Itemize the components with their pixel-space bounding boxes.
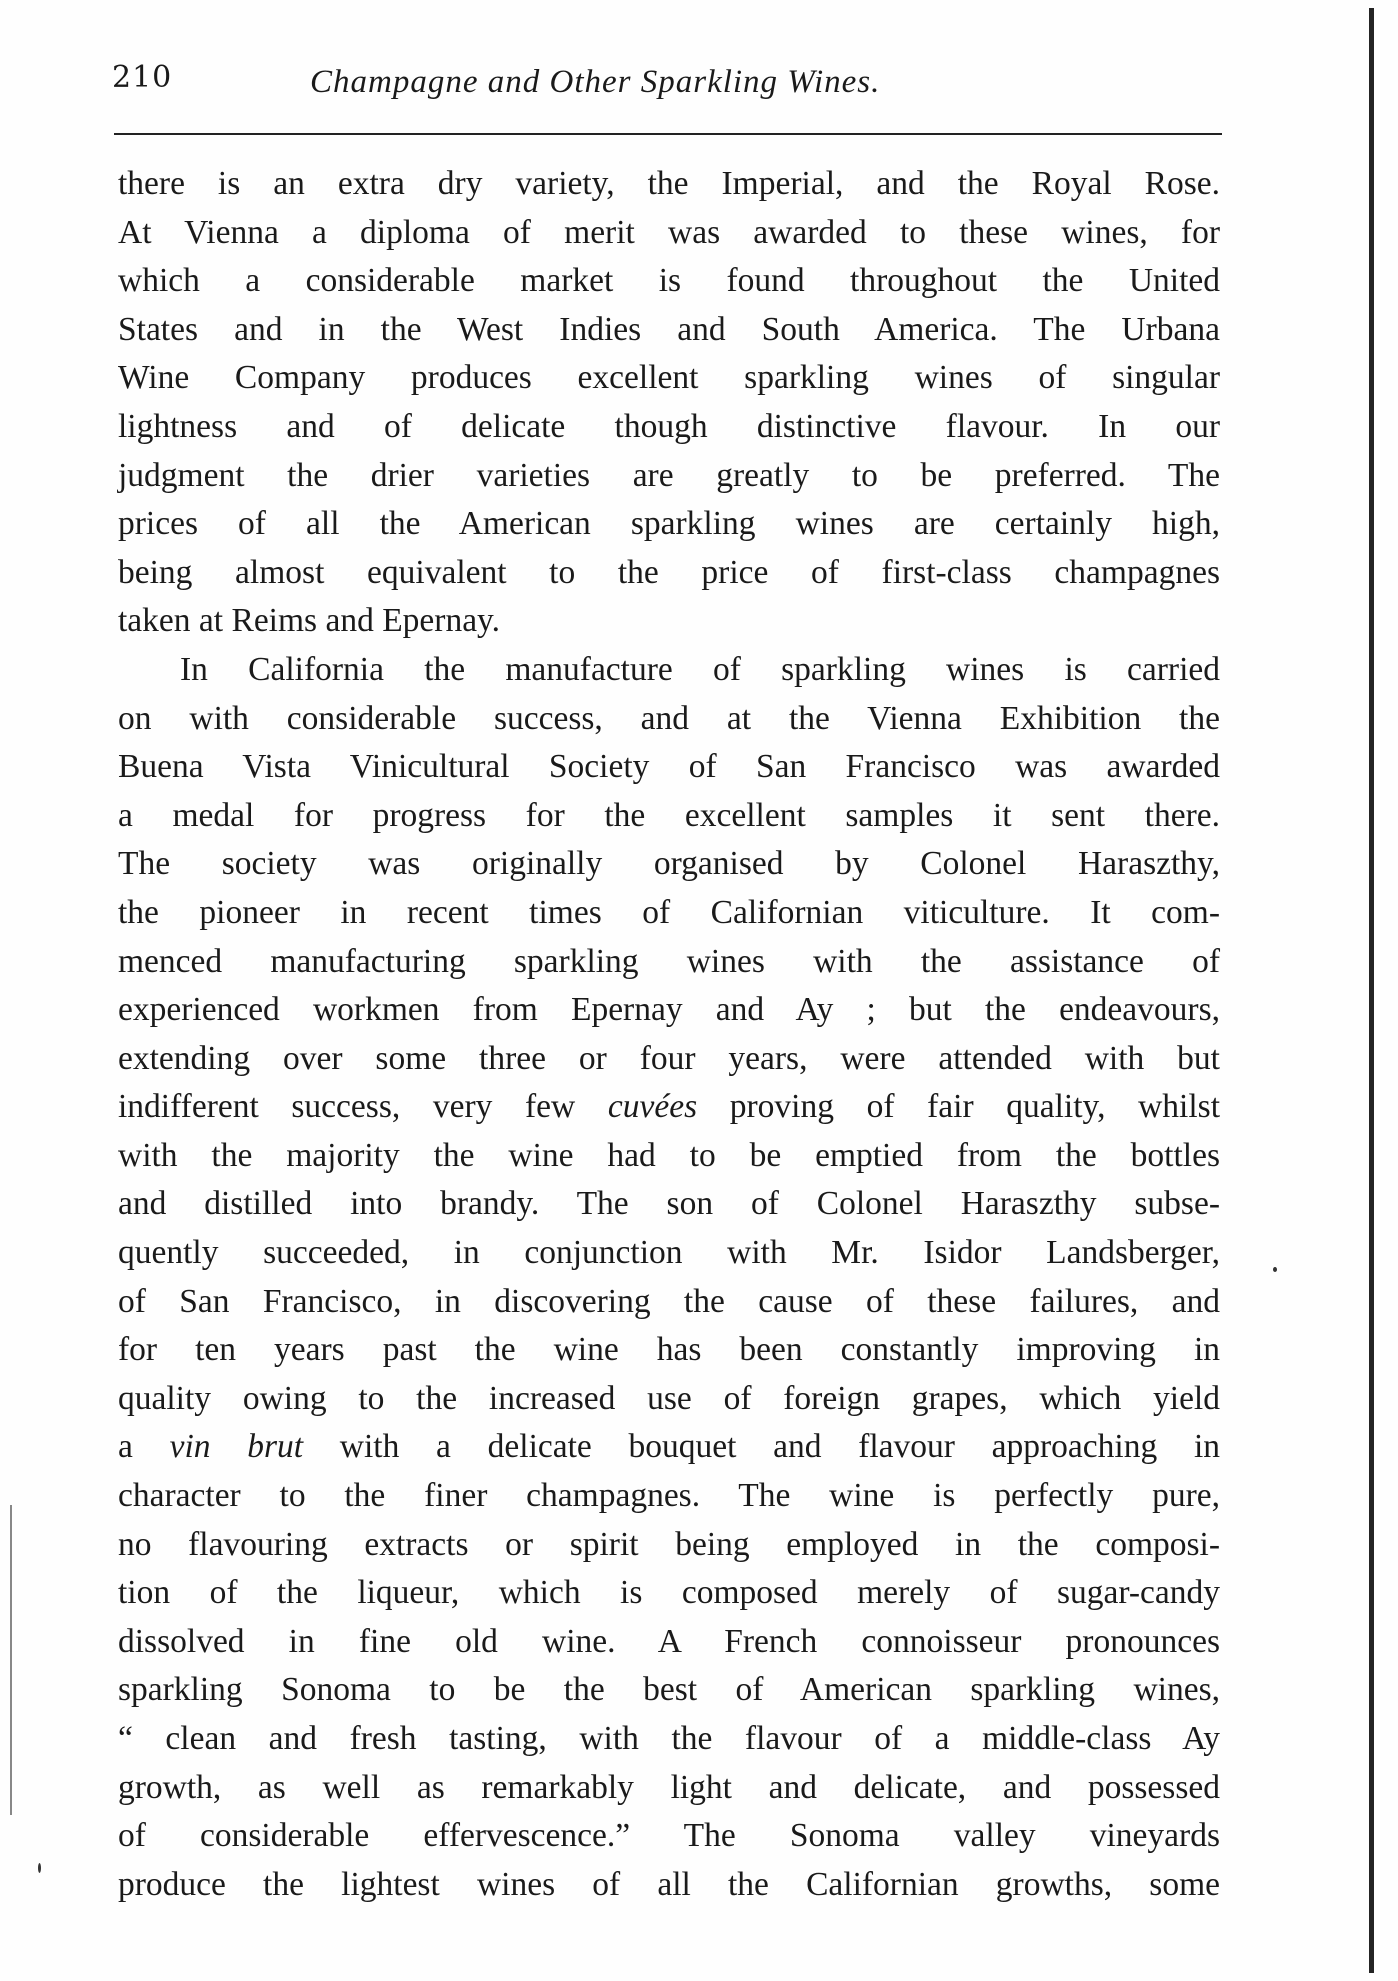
text-run: quality owing to the increased use of foreign grapes, which yield: [118, 1379, 1220, 1417]
text-run: growth, as well as remarkably light and delicate, and possessed: [118, 1768, 1220, 1806]
text-run: judgment the drier varieties are greatly to be preferred. The: [118, 456, 1220, 494]
text-line: [118, 1472, 1220, 1521]
text-line: [118, 1180, 1220, 1229]
text-run: a: [118, 1428, 170, 1466]
text-line: [118, 1375, 1220, 1424]
text-run: In California the manufacture of sparkling wines is carried: [180, 650, 1220, 688]
text-line: [118, 549, 1220, 598]
text-line: [118, 597, 1220, 646]
text-line: [118, 986, 1220, 1035]
text-run: being almost equivalent to the price of first-class champagnes: [118, 553, 1220, 591]
text-run: there is an extra dry variety, the Imperial, and the Royal Rose.: [118, 165, 1220, 202]
text-run: States and in the West Indies and South America. The Urbana: [118, 310, 1220, 348]
text-line: [118, 1618, 1220, 1667]
text-run: Buena Vista Vinicultural Society of San Francisco was awarded: [118, 748, 1220, 786]
text-line: [118, 695, 1220, 744]
text-run: taken at Reims and Epernay.: [118, 602, 501, 640]
text-line: [118, 1861, 1220, 1910]
text-run: dissolved in fine old wine. A French connoisseur pronounces: [118, 1622, 1220, 1660]
text-line: [118, 792, 1220, 841]
text-line: [118, 938, 1220, 987]
page-number: 210: [112, 60, 173, 95]
text-run: sparkling Sonoma to be the best of American sparkling wines,: [118, 1671, 1220, 1709]
text-line: [118, 354, 1220, 403]
header-rule: [114, 133, 1222, 135]
text-line: [118, 452, 1220, 501]
text-run: with the majority the wine had to be emptied from the bottles: [118, 1136, 1220, 1174]
text-line: [118, 1812, 1220, 1861]
text-line: [118, 1326, 1220, 1375]
text-run: no flavouring extracts or spirit being employed in the composi-: [118, 1525, 1220, 1563]
text-run: extending over some three or four years, were attended with but: [118, 1039, 1220, 1077]
text-line: [118, 889, 1220, 938]
text-run: and distilled into brandy. The son of Colonel Haraszthy subse-: [118, 1185, 1220, 1223]
text-line: [118, 1764, 1220, 1813]
text-run: experienced workmen from Epernay and Ay ; but the endeavours,: [118, 991, 1220, 1029]
text-run: for ten years past the wine has been constantly improving in: [118, 1331, 1220, 1369]
scan-edge-right: [1369, 8, 1374, 1973]
text-run: quently succeeded, in conjunction with Mr. Isidor Landsberger,: [118, 1234, 1220, 1272]
text-line: [118, 1715, 1220, 1764]
text-line: [118, 1666, 1220, 1715]
text-line: [118, 500, 1220, 549]
text-line: [118, 1521, 1220, 1570]
text-run: The society was originally organised by Colonel Haraszthy,: [118, 845, 1220, 883]
scan-edge-left: [10, 1505, 12, 1815]
text-line: [118, 257, 1220, 306]
text-run: of considerable effervescence.” The Sonoma valley vineyards: [118, 1817, 1220, 1855]
text-line: [118, 646, 1220, 695]
text-run: on with considerable success, and at the Vienna Exhibition the: [118, 699, 1220, 737]
text-run: of San Francisco, in discovering the cause of these failures, and: [118, 1282, 1220, 1320]
text-run: a medal for progress for the excellent samples it sent there.: [118, 796, 1220, 834]
text-line: [118, 840, 1220, 889]
text-run: Wine Company produces excellent sparkling wines of singular: [118, 359, 1220, 397]
text-run: produce the lightest wines of all the Californian growths, some: [118, 1865, 1220, 1903]
text-run: character to the finer champagnes. The wine is perfectly pure,: [118, 1477, 1220, 1515]
text-line: [118, 160, 1220, 209]
text-run: with a delicate bouquet and flavour approaching in: [303, 1428, 1220, 1466]
scan-speck: [1273, 1267, 1277, 1272]
text-line: [118, 743, 1220, 792]
text-line: [118, 1132, 1220, 1181]
text-run: which a considerable market is found throughout the United: [118, 262, 1220, 300]
text-line: [118, 1423, 1220, 1472]
body-text: [118, 160, 1220, 1909]
running-title: Champagne and Other Sparkling Wines.: [310, 64, 881, 100]
text-run: tion of the liqueur, which is composed merely of sugar-candy: [118, 1574, 1220, 1612]
italic-phrase: cuvées: [607, 1088, 698, 1126]
text-run: prices of all the American sparkling wines are certainly high,: [118, 505, 1220, 543]
scan-speck: [38, 1863, 41, 1873]
text-run: “ clean and fresh tasting, with the flavour of a middle-class Ay: [118, 1720, 1220, 1757]
text-line: [118, 1083, 1220, 1132]
text-line: [118, 403, 1220, 452]
text-run: At Vienna a diploma of merit was awarded to these wines, for: [118, 213, 1220, 251]
text-line: [118, 1278, 1220, 1327]
text-line: [118, 306, 1220, 355]
page-header: [112, 56, 1224, 116]
text-line: [118, 1035, 1220, 1084]
text-run: the pioneer in recent times of Californian viticulture. It com-: [118, 893, 1220, 931]
text-line: [118, 209, 1220, 258]
text-run: indifferent success, very few: [118, 1088, 608, 1126]
text-run: menced manufacturing sparkling wines with the assistance of: [118, 942, 1220, 980]
text-run: lightness and of delicate though distinctive flavour. In our: [118, 407, 1220, 445]
italic-phrase: vin brut: [169, 1428, 304, 1466]
text-line: [118, 1569, 1220, 1618]
text-line: [118, 1229, 1220, 1278]
text-run: proving of fair quality, whilst: [697, 1088, 1220, 1126]
